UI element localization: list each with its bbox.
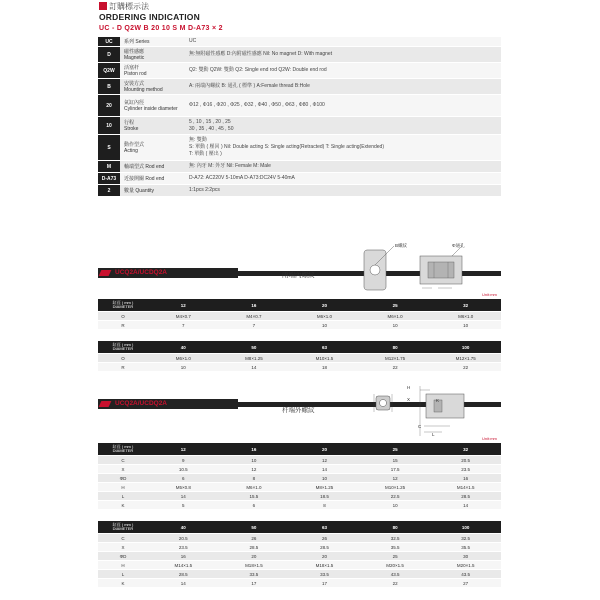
table-row <box>98 456 501 465</box>
ordering-label-en: Magnetic <box>124 54 145 61</box>
ordering-value: D-A72: AC220V 5-10mA D-A73:DC24V 5-40mA <box>189 175 295 181</box>
diameter-column: 32 <box>463 302 469 308</box>
ordering-label <box>120 95 186 116</box>
table-cell: 5 <box>182 502 185 508</box>
table-cell: 27 <box>463 580 469 586</box>
ordering-row <box>98 185 501 197</box>
table-cell: 14 <box>321 466 327 472</box>
ordering-code: D <box>98 47 120 62</box>
ordering-row <box>98 117 501 135</box>
diameter-header <box>98 523 148 532</box>
table-row <box>98 354 501 363</box>
section2-l-label: L <box>432 432 435 437</box>
ordering-label-cn: 近接開關 Rod end <box>124 175 165 182</box>
ordering-label <box>120 135 186 160</box>
table-cell: 25 <box>392 553 398 559</box>
ordering-label <box>120 47 186 62</box>
table-cell: 33.5 <box>249 571 259 577</box>
ordering-value: 無: 內牙 M: 外牙 Nil: Female M: Male <box>189 163 271 169</box>
table-cell: M10×1.25 <box>385 484 406 490</box>
row-label: O <box>121 355 125 361</box>
table-cell: 20 <box>251 553 257 559</box>
section2-table-1 <box>98 443 501 510</box>
diameter-header <box>98 343 148 352</box>
ordering-row <box>98 79 501 95</box>
diameter-column: 80 <box>392 524 398 530</box>
table-cell: 12 <box>251 466 257 472</box>
diameter-column: 40 <box>180 344 186 350</box>
table-cell: M10×1.5 <box>315 355 334 361</box>
table-cell: 28.5 <box>178 571 188 577</box>
ordering-label <box>120 63 186 78</box>
section2-diagram <box>366 380 476 440</box>
table-cell: 26 <box>251 535 257 541</box>
diameter-column: 20 <box>321 446 327 452</box>
diameter-column: 25 <box>392 446 398 452</box>
ordering-value: T: 單動 ( 壓出 ) <box>189 151 222 157</box>
table-cell: 7 <box>182 322 185 328</box>
section2-h-label: H <box>407 385 411 390</box>
table-cell: 12 <box>392 475 398 481</box>
section2-model: UCQ2A/UCDQ2A <box>115 400 168 407</box>
table-row <box>98 465 501 474</box>
table-cell: 8 <box>323 502 326 508</box>
ordering-row <box>98 37 501 47</box>
diameter-header-en: DIAMETER <box>112 346 134 351</box>
ordering-label <box>120 117 186 134</box>
ordering-code: 20 <box>98 95 120 116</box>
table-cell: 28.5 <box>461 493 471 499</box>
table-cell: 23.5 <box>461 466 471 472</box>
table-header-row <box>98 299 501 312</box>
table-cell: 30 <box>463 553 469 559</box>
table-row <box>98 552 501 561</box>
table-cell: M8×1.25 <box>245 355 263 361</box>
ordering-label <box>120 79 186 94</box>
table-cell: 9 <box>182 457 185 463</box>
table-cell: 35.5 <box>390 544 400 550</box>
row-label: H <box>121 562 125 568</box>
table-cell: 10 <box>321 322 327 328</box>
section1-unit: Unit:mm <box>482 292 497 297</box>
diameter-column: 12 <box>180 446 186 452</box>
diameter-column: 16 <box>251 446 257 452</box>
section2-c-label: C <box>418 424 422 429</box>
ordering-row <box>98 63 501 79</box>
table-cell: M12×1.75 <box>385 355 406 361</box>
table-cell: M6×1.0 <box>387 313 403 319</box>
ordering-values <box>186 79 501 94</box>
table-cell: 7 <box>252 322 256 328</box>
ordering-label <box>120 173 186 184</box>
row-label: C <box>121 535 125 541</box>
ordering-values <box>186 95 501 116</box>
table-row <box>98 321 501 330</box>
table-cell: 28.5 <box>320 544 329 550</box>
diameter-header-en: DIAMETER <box>112 304 134 309</box>
table-cell: 10 <box>251 457 257 463</box>
ordering-label-cn: 系列 Series <box>124 38 150 45</box>
row-label: ΦD <box>119 553 127 559</box>
table-cell: 22 <box>392 364 398 370</box>
row-label: L <box>121 493 125 499</box>
section2-k-label: K <box>436 398 440 403</box>
ordering-value: 30 , 35 , 40 , 45 , 50 <box>189 125 234 132</box>
table-cell: 15 <box>392 457 398 463</box>
diameter-header <box>98 445 148 454</box>
table-row <box>98 474 501 483</box>
table-cell: 14 <box>180 493 186 499</box>
ordering-code: Q2W <box>98 63 120 78</box>
ordering-label-en: Piston rod <box>124 70 147 77</box>
ordering-label-en: Stroke <box>124 125 139 132</box>
table-row <box>98 483 501 492</box>
ordering-value: 無:無附磁性感應 D:內附磁性感應 Nil: No magnet D: With magnet <box>189 51 333 57</box>
ordering-code: B <box>98 79 120 94</box>
table-cell: 17.5 <box>390 466 400 472</box>
table-cell: 33.5 <box>320 571 329 577</box>
table-cell: 22 <box>392 580 398 586</box>
header-title-en: ORDERING INDICATION <box>99 12 200 22</box>
diameter-header <box>98 301 148 310</box>
table-cell: 14 <box>251 364 257 370</box>
ordering-value: Φ12 , Φ16 , Φ20 , Φ25 , Φ32 , Φ40 , Φ50 , Φ63 , Φ80 , Φ100 <box>189 102 325 108</box>
header-title-cn: 訂購標示法 <box>109 2 149 11</box>
table-cell: M6×1.0 <box>246 484 262 490</box>
ordering-code: M <box>98 161 120 172</box>
table-cell: 10 <box>392 322 398 328</box>
table-cell: 43.5 <box>390 571 400 577</box>
table-header-row <box>98 521 501 534</box>
ordering-label-en: Mounting method <box>124 86 163 93</box>
table-cell: M18×1.5 <box>245 562 263 568</box>
ordering-values <box>186 37 501 46</box>
ordering-value: Q2: 雙動 Q2W: 雙動 Q2: Single end rod Q2W: Double end rod <box>189 67 327 73</box>
diameter-header-en: DIAMETER <box>112 526 134 531</box>
table-cell: 8 <box>252 475 256 481</box>
ordering-value: S: 單動 ( 壓回 ) Nil: Double acting S: Single acting(Retracted) T: Single acting(Extended) <box>189 144 384 150</box>
diameter-column: 63 <box>321 344 327 350</box>
table-row <box>98 570 501 579</box>
table-row <box>98 492 501 501</box>
table-cell: M4×0.7 <box>175 313 191 319</box>
table-cell: 18 <box>321 364 327 370</box>
table-cell: 32.5 <box>461 535 471 541</box>
diameter-column: 50 <box>251 344 257 350</box>
ordering-values <box>186 185 501 196</box>
table-cell: 28.5 <box>249 544 259 550</box>
table-row <box>98 501 501 510</box>
table-cell: M18×1.5 <box>315 562 334 568</box>
table-row <box>98 561 501 570</box>
table-cell: M6×1.0 <box>175 355 191 361</box>
ordering-row <box>98 173 501 185</box>
table-cell: 32.5 <box>390 535 400 541</box>
table-row <box>98 534 501 543</box>
table-cell: M14×1.5 <box>174 562 193 568</box>
ordering-row <box>98 47 501 63</box>
row-label: L <box>121 571 125 577</box>
ordering-code: D-A73 <box>98 173 120 184</box>
table-cell: 35.5 <box>461 544 471 550</box>
table-cell: 23.5 <box>178 544 188 550</box>
ordering-value: 無: 雙動 <box>189 137 207 143</box>
ordering-label-cn: 行程 <box>124 119 135 126</box>
table-cell: M5×0.8 <box>175 484 191 490</box>
ordering-table <box>98 37 501 197</box>
table-cell: 16 <box>180 553 186 559</box>
diameter-column: 12 <box>180 302 186 308</box>
row-label: K <box>121 502 125 508</box>
diameter-column: 63 <box>321 524 327 530</box>
ordering-label <box>120 37 186 46</box>
row-label: H <box>121 484 125 490</box>
ordering-label-cn: 氣缸內徑 <box>124 99 145 106</box>
section1-caption: 兩端內螺紋 <box>282 272 315 279</box>
row-label: O <box>121 313 125 319</box>
ordering-code: 10 <box>98 117 120 134</box>
row-label: X <box>121 544 125 550</box>
table-cell: 43.5 <box>461 571 471 577</box>
table-cell: 20.5 <box>461 457 471 463</box>
ordering-row <box>98 161 501 173</box>
table-cell: 15.5 <box>249 493 259 499</box>
section2-table-2 <box>98 521 501 588</box>
diameter-column: 100 <box>461 344 470 350</box>
ordering-code: 2 <box>98 185 120 196</box>
table-cell: M8×1.25 <box>315 484 334 490</box>
table-cell: 14 <box>180 580 186 586</box>
ordering-label-cn: 動作型式 <box>124 141 145 148</box>
table-cell: M20×1.5 <box>456 562 475 568</box>
ordering-label-cn: 磁性感應 <box>124 48 145 55</box>
table-header-row <box>98 341 501 354</box>
section1-table-1 <box>98 299 501 330</box>
table-cell: 10 <box>180 364 186 370</box>
diameter-column: 40 <box>180 524 186 530</box>
table-cell: 22 <box>463 364 469 370</box>
ordering-value: A: 兩端內螺紋 B: 通孔 ( 標準 ) A:Female thread B:Hole <box>189 83 310 89</box>
diameter-header-en: DIAMETER <box>112 448 134 453</box>
ordering-values <box>186 135 501 160</box>
section2-caption: 杆端外螺紋 <box>282 407 315 414</box>
table-cell: 10 <box>321 475 327 481</box>
table-row <box>98 579 501 588</box>
row-label: K <box>121 580 125 586</box>
ordering-label-cn: 安裝方式 <box>124 80 145 87</box>
row-label: R <box>121 322 125 328</box>
table-cell: M14×1.5 <box>456 484 475 490</box>
diameter-column: 100 <box>461 524 470 530</box>
table-cell: 6 <box>182 475 185 481</box>
ordering-label-en: Acting <box>124 147 138 154</box>
diameter-column: 50 <box>251 524 257 530</box>
section1-hole-label: Φ通孔 <box>452 243 465 248</box>
diameter-column: 80 <box>392 344 398 350</box>
section1-table-2 <box>98 341 501 372</box>
table-cell: 10.5 <box>178 466 188 472</box>
ordering-code: S <box>98 135 120 160</box>
table-cell: M12×1.75 <box>455 355 476 361</box>
diameter-column: 20 <box>321 302 327 308</box>
ordering-values <box>186 161 501 172</box>
section2-mark <box>100 401 114 407</box>
table-cell: 18.5 <box>320 493 329 499</box>
section1-model: UCQ2A/UCDQ2A <box>115 269 168 276</box>
table-cell: 16 <box>463 475 469 481</box>
ordering-values <box>186 63 501 78</box>
ordering-label-en: Cylinder inside diameter <box>124 105 178 112</box>
header-mark <box>99 2 107 10</box>
table-cell: 14 <box>463 502 469 508</box>
row-label: ΦD <box>119 475 127 481</box>
table-cell: M6×1.0 <box>458 313 474 319</box>
section2-unit: Unit:mm <box>482 436 497 441</box>
table-row <box>98 363 501 372</box>
ordering-code-example: UC - D Q2W B 20 10 S M D-A73 × 2 <box>99 25 223 32</box>
section2-x-label: X <box>407 397 411 402</box>
row-label: X <box>121 466 125 472</box>
table-cell: M6×1.0 <box>316 313 333 319</box>
table-row <box>98 312 501 321</box>
table-cell: M4×0.7 <box>246 313 262 319</box>
table-cell: 10 <box>463 322 469 328</box>
table-cell: 12 <box>321 457 327 463</box>
ordering-values <box>186 117 501 134</box>
table-cell: 20.5 <box>178 535 188 541</box>
row-label: C <box>121 457 125 463</box>
table-cell: 17 <box>251 580 257 586</box>
row-label: R <box>121 364 125 370</box>
table-row <box>98 543 501 552</box>
table-header-row <box>98 443 501 456</box>
ordering-code: UC <box>98 37 120 46</box>
diameter-column: 32 <box>463 446 469 452</box>
ordering-row <box>98 95 501 117</box>
section1-mark <box>100 270 114 276</box>
table-cell: 6 <box>252 502 256 508</box>
table-cell: 22.5 <box>390 493 400 499</box>
diameter-header-cn: 缸徑 ( mm ) <box>112 341 134 347</box>
diameter-header-cn: 缸徑 ( mm ) <box>112 299 134 305</box>
ordering-value: 5 , 10 , 15 , 20 , 25 <box>189 118 231 125</box>
ordering-value: UC <box>189 38 197 44</box>
ordering-row <box>98 135 501 161</box>
ordering-label <box>120 161 186 172</box>
table-cell: 10 <box>392 502 398 508</box>
ordering-label-cn: 活塞杆 <box>124 64 140 71</box>
ordering-value: 1:1pcs 2:2pcs <box>189 187 220 193</box>
ordering-values <box>186 173 501 184</box>
diameter-column: 25 <box>392 302 398 308</box>
table-cell: 20 <box>321 553 327 559</box>
diameter-header-cn: 缸徑 ( mm ) <box>112 443 134 449</box>
section1-thread-label: B螺紋 <box>395 243 408 248</box>
diameter-column: 16 <box>251 302 257 308</box>
ordering-label-cn: 數量 Quantity <box>124 187 155 194</box>
diameter-header-cn: 缸徑 ( mm ) <box>112 521 134 527</box>
ordering-values <box>186 47 501 62</box>
ordering-label <box>120 185 186 196</box>
table-cell: 17 <box>321 580 327 586</box>
table-cell: 26 <box>321 535 327 541</box>
table-cell: M20×1.5 <box>386 562 404 568</box>
ordering-label-cn: 軸端型式 Rod end <box>124 163 165 170</box>
